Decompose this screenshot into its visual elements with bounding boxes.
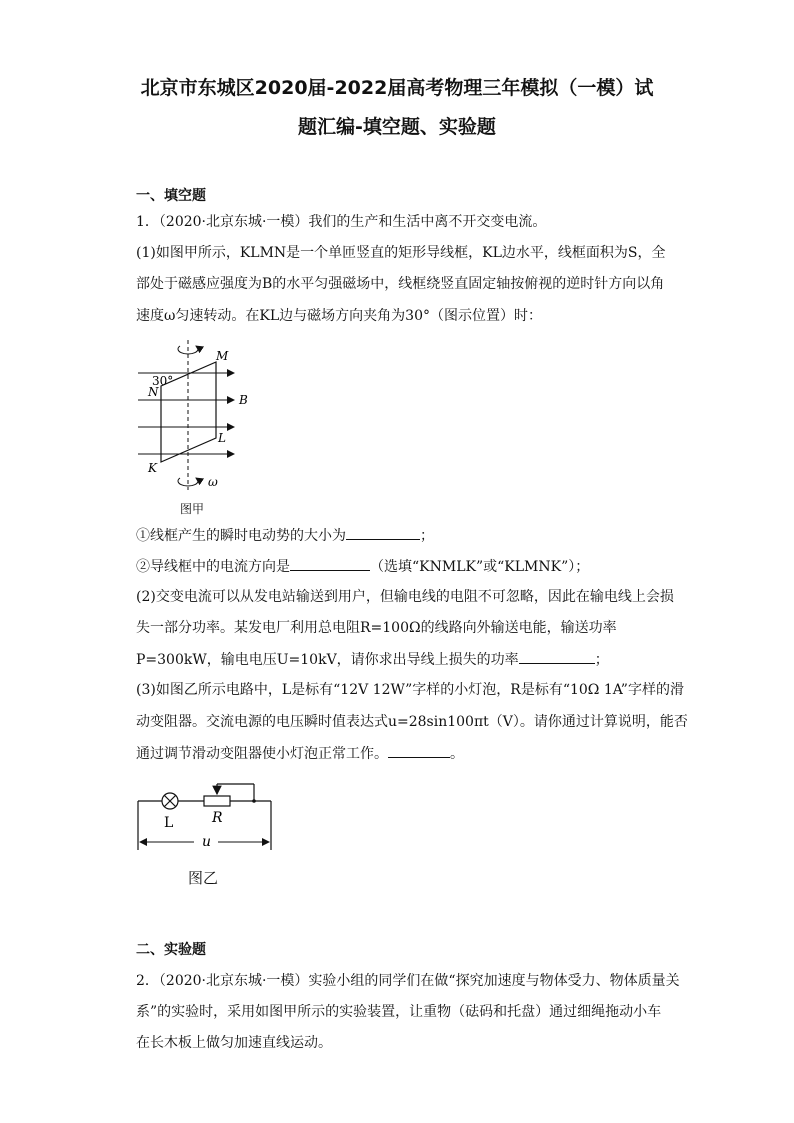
question-1-part2-line2: 失一部分功率。某发电厂利用总电阻R=100Ω的线路向外输送电能，输送功率 bbox=[136, 620, 617, 636]
label-b: B bbox=[239, 393, 248, 407]
question-1-part2-line3 bbox=[136, 649, 609, 670]
question-2-line1: 2．（2020·北京东城·一模）实验小组的同学们在做“探究加速度与物体受力、物体质量关 bbox=[136, 973, 680, 989]
part2-line3-text: P=300kW，输电电压U=10kV，请你求出导线上损失的功率 bbox=[136, 652, 519, 668]
question-2-line2: 系”的实验时，采用如图甲所示的实验装置，让重物（砝码和托盘）通过细绳拖动小车 bbox=[136, 1004, 662, 1020]
answer-blank-3[interactable] bbox=[519, 649, 595, 664]
question-1-part3-line1: (3)如图乙所示电路中，L是标有“12V 12W”字样的小灯泡，R是标有“10Ω 1A”字样的滑 bbox=[136, 682, 684, 698]
label-omega: ω bbox=[208, 475, 218, 489]
figure-yi-circuit bbox=[134, 780, 279, 855]
sub1b-text: ②导线框中的电流方向是 bbox=[136, 559, 290, 575]
section-heading-experiment: 二、实验题 bbox=[136, 942, 206, 958]
label-n: N bbox=[148, 385, 159, 399]
part3-end: 。 bbox=[450, 746, 464, 762]
question-1-sub1a bbox=[136, 525, 434, 546]
label-lamp: L bbox=[164, 815, 174, 831]
question-1-part3-line2: 动变阻器。交流电源的电压瞬时值表达式u=28sin100πt（V）。请你通过计算说明，能否 bbox=[136, 714, 688, 730]
answer-blank-1[interactable] bbox=[346, 525, 420, 540]
figure-yi-caption: 图乙 bbox=[188, 869, 219, 887]
label-l: L bbox=[218, 431, 226, 445]
part3-line3-text: 通过调节滑动变阻器使小灯泡正常工作。 bbox=[136, 746, 388, 762]
label-angle: 30° bbox=[152, 374, 174, 388]
rheostat-icon bbox=[204, 796, 230, 806]
answer-blank-2[interactable] bbox=[290, 556, 370, 571]
document-title-line1: 北京市东城区2020届-2022届高考物理三年模拟（一模）试 bbox=[140, 77, 654, 99]
section-heading-fill-blank: 一、填空题 bbox=[136, 188, 206, 204]
answer-blank-4[interactable] bbox=[388, 743, 450, 758]
question-1-part1-line3: 速度ω匀速转动。在KL边与磁场方向夹角为30°（图示位置）时： bbox=[136, 308, 542, 324]
label-k: K bbox=[148, 461, 157, 475]
sub1b-end: （选填“KNMLK”或“KLMNK”）； bbox=[370, 559, 590, 575]
label-m: M bbox=[216, 349, 229, 363]
figure-jia-caption: 图甲 bbox=[180, 502, 205, 516]
document-title-line2: 题汇编-填空题、实验题 bbox=[298, 116, 496, 138]
question-1-part1-line1: (1)如图甲所示，KLMN是一个单匝竖直的矩形导线框，KL边水平，线框面积为S，全 bbox=[136, 245, 666, 261]
question-2-line3: 在长木板上做匀加速直线运动。 bbox=[136, 1035, 332, 1051]
question-1-part1-line2: 部处于磁感应强度为B的水平匀强磁场中，线框绕竖直固定轴按俯视的逆时针方向以角 bbox=[136, 276, 665, 292]
question-1-intro: 1．（2020·北京东城·一模）我们的生产和生活中离不开交变电流。 bbox=[136, 214, 547, 230]
question-1-sub1b bbox=[136, 556, 589, 577]
part2-end: ； bbox=[594, 652, 609, 668]
label-u: u bbox=[202, 834, 212, 850]
sub1a-end: ； bbox=[420, 528, 434, 544]
sub1a-text: ①线框产生的瞬时电动势的大小为 bbox=[136, 528, 346, 544]
question-1-part3-line3 bbox=[136, 743, 464, 764]
label-rheostat: R bbox=[212, 810, 223, 826]
question-1-part2-line1: (2)交变电流可以从发电站输送到用户，但输电线的电阻不可忽略，因此在输电线上会损 bbox=[136, 589, 674, 605]
figure-jia-rotating-frame bbox=[136, 338, 266, 498]
